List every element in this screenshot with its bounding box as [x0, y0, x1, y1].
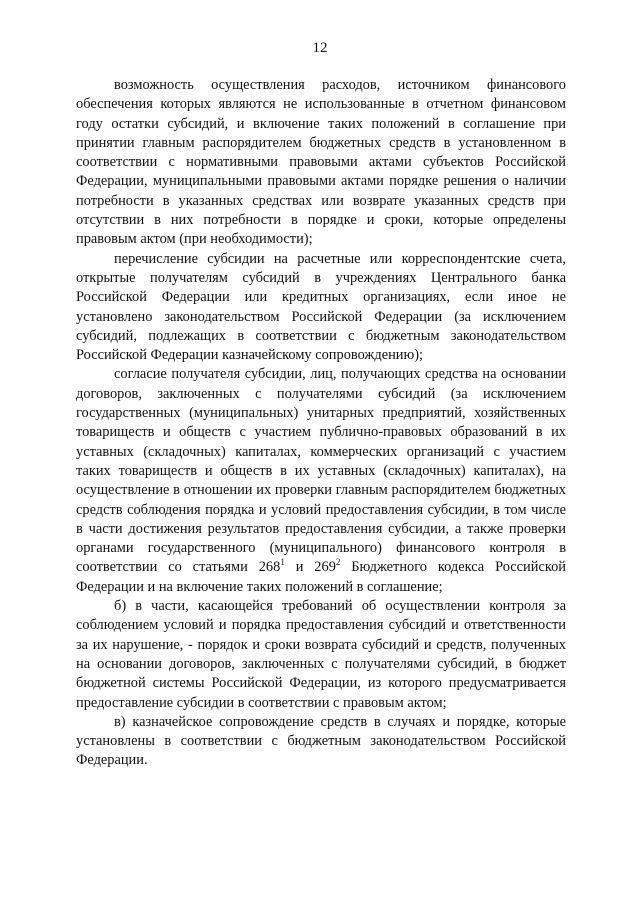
- superscript-1: 1: [280, 557, 285, 568]
- paragraph-recipient-consent: [76, 365, 566, 597]
- superscript-2: 2: [335, 557, 341, 568]
- consent-text-middle: и 269: [284, 559, 336, 576]
- page-number: 12: [312, 40, 328, 56]
- paragraph-treasury-support: в) казначейское сопровождение средств в случаях и порядке, которые установлены в соответствии с бюджетным законодательством Российской Федерации.: [76, 713, 566, 769]
- consent-text-end: Бюджетного кодекса Российской Федерации и на включение таких положений в соглашение;: [76, 559, 566, 595]
- document-body: [76, 76, 566, 771]
- paragraph-subsidy-transfer: перечисление субсидии на расчетные или корреспондентские счета, открытые получателям субсидий в учреждениях Центрального банка Российской Федерации или кредитных организациях, если иное не установлено законодательством Российской Федерации (за исключением субсидий, подлежащих в соответствии с бюджетным законодательством Российской Федерации казначейскому сопровождению);: [76, 250, 566, 364]
- consent-text-start: согласие получателя субсидии, лиц, получающих средства на основании договоров, заключенных с получателями субсидий (за исключением государственных (муниципальных) унитарных предприятий, хозяйственных товариществ и обществ с участием публично-правовых образований в их уставных (складочных) капиталах, коммерческих организаций с участием таких товариществ и обществ в их уставных (складочных) капиталах), на осуществление в отношении их проверки главным распорядителем бюджетных средств соблюдения порядка и условий предоставления субсидии, в том числе в части достижения результатов предоставления субсидии, а также проверки органами государственного (муниципального) финансового контроля в соответствии со статьями 268: [76, 366, 566, 576]
- paragraph-control-requirements: б) в части, касающейся требований об осуществлении контроля за соблюдением условий и порядка предоставления субсидий и ответственности за их нарушение, - порядок и сроки возврата субсидий и средств, полученных на основании договоров, заключенных с получателями субсидий, в бюджет бюджетной системы Российской Федерации, из которого предусматривается предоставление субсидии в соответствии с правовым актом;: [76, 598, 566, 711]
- paragraph-remaining-subsidy-balances: возможность осуществления расходов, источником финансового обеспечения которых являются не использованные в отчетном финансовом году остатки субсидий, и включение таких положений в соглашение при принятии главным распорядителем бюджетных средств в установленном в соответствии с нормативными правовыми актами субъектов Российской Федерации, муниципальными правовыми актами порядке решения о наличии потребности в указанных средствах или возврате указанных средств при отсутствии в них потребности в порядке и сроки, которые определены правовым актом (при необходимости);: [76, 77, 566, 248]
